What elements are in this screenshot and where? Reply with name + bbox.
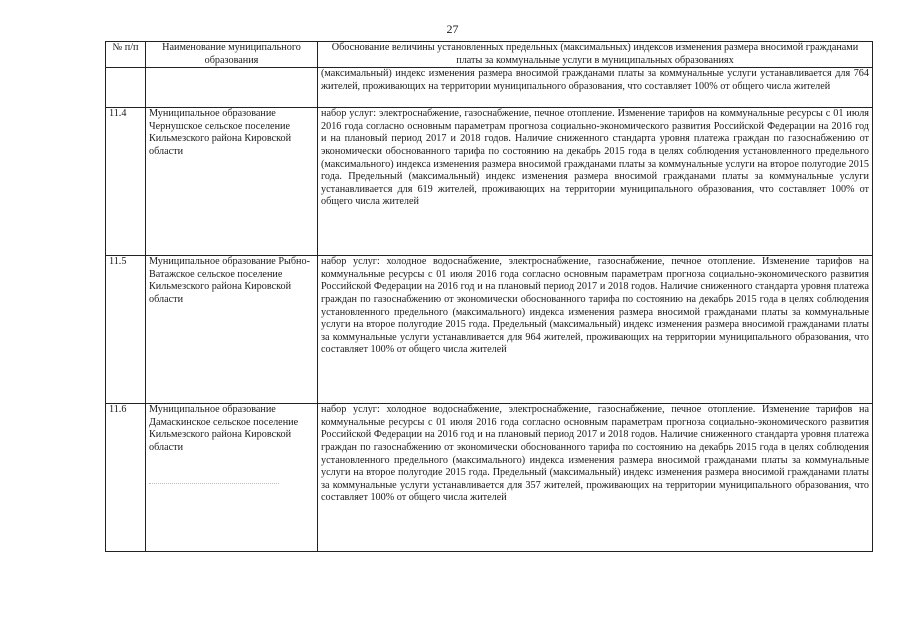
row-justification: набор услуг: холодное водоснабжение, электроснабжение, газоснабжение, печное отопление. Изменение тарифов на коммунальные ресурсы с 01 июля 2016 года согласно основным параметрам прогноза социально-экономического развития Российской Федерации на 2016 год и на плановый период 2017 и 2018 годов. Наличие сниженного стандарта уровня платежа граждан по газоснабжению от экономически обоснованного тарифа по состоянию на декабрь 2015 года в целях соблюдения установленного предельного (максимального) индекса изменения размера вносимой гражданами платы за коммунальные услуги на второе полугодие 2015 года. Предельный (максимальный) индекс изменения размера вносимой гражданами платы за коммунальные услуги устанавливается для 357 жителей, проживающих на территории муниципального образования, что составляет 100% от общего числа жителей: [318, 404, 873, 552]
row-municipality-name: [146, 68, 318, 108]
table-row: [106, 404, 873, 552]
row-number: 11.4: [106, 108, 146, 256]
header-municipality-name: Наименование муниципального образования: [146, 42, 318, 68]
header-number: № п/п: [106, 42, 146, 68]
row-justification: набор услуг: холодное водоснабжение, электроснабжение, газоснабжение, печное отопление. Изменение тарифов на коммунальные ресурсы с 01 июля 2016 года согласно основным параметрам прогноза социально-экономического развития Российской Федерации на 2016 год и на плановый период 2017 и 2018 годов. Наличие сниженного стандарта уровня платежа граждан по газоснабжению от экономически обоснованного тарифа по состоянию на декабрь 2015 года в целях соблюдения установленного предельного (максимального) индекса изменения размера вносимой гражданами платы за коммунальные услуги на второе полугодие 2015 года. Предельный (максимальный) индекс изменения размера вносимой гражданами платы за коммунальные услуги устанавливается для 964 жителей, проживающих на территории муниципального образования, что составляет 100% от общего числа жителей: [318, 256, 873, 404]
row-number: 11.5: [106, 256, 146, 404]
row-number: [106, 68, 146, 108]
table-header-row: [106, 42, 873, 68]
table-row: [106, 68, 873, 108]
row-number: 11.6: [106, 404, 146, 552]
indices-table: [105, 41, 873, 552]
header-justification: Обоснование величины установленных предельных (максимальных) индексов изменения размера вносимой гражданами платы за коммунальные услуги в муниципальных образованиях: [318, 42, 873, 68]
row-municipality-name: [146, 404, 318, 552]
row-justification: набор услуг: электроснабжение, газоснабжение, печное отопление. Изменение тарифов на коммунальные ресурсы с 01 июля 2016 года согласно основным параметрам прогноза социально-экономического развития Российской Федерации на 2016 год и на плановый период 2017 и 2018 годов. Наличие сниженного стандарта уровня платежа граждан по газоснабжению от экономически обоснованного тарифа по состоянию на декабрь 2015 года в целях соблюдения установленного предельного (максимального) индекса изменения размера вносимой гражданами платы за коммунальные услуги на второе полугодие 2015 года. Предельный (максимальный) индекс изменения размера вносимой гражданами платы за коммунальные услуги устанавливается для 619 жителей, проживающих на территории муниципального образования, что составляет 100% от общего числа жителей: [318, 108, 873, 256]
table-row: [106, 256, 873, 404]
row-municipality-name-text: Муниципальное образование Дамаскинское сельское поселение Кильмезского района Кировской области: [149, 404, 299, 453]
row-municipality-name: Муниципальное образование Чернушское сельское поселение Кильмезского района Кировской области: [146, 108, 318, 256]
row-municipality-name: Муниципальное образование Рыбно-Ватажское сельское поселение Кильмезского района Кировской области: [146, 256, 318, 404]
row-justification: (максимальный) индекс изменения размера вносимой гражданами платы за коммунальные услуги устанавливается для 764 жителей, проживающих на территории муниципального образования, что составляет 100% от общего числа жителей: [318, 68, 873, 108]
scan-artifact: [149, 483, 279, 485]
page-number: 27: [446, 22, 459, 36]
table-row: [106, 108, 873, 256]
